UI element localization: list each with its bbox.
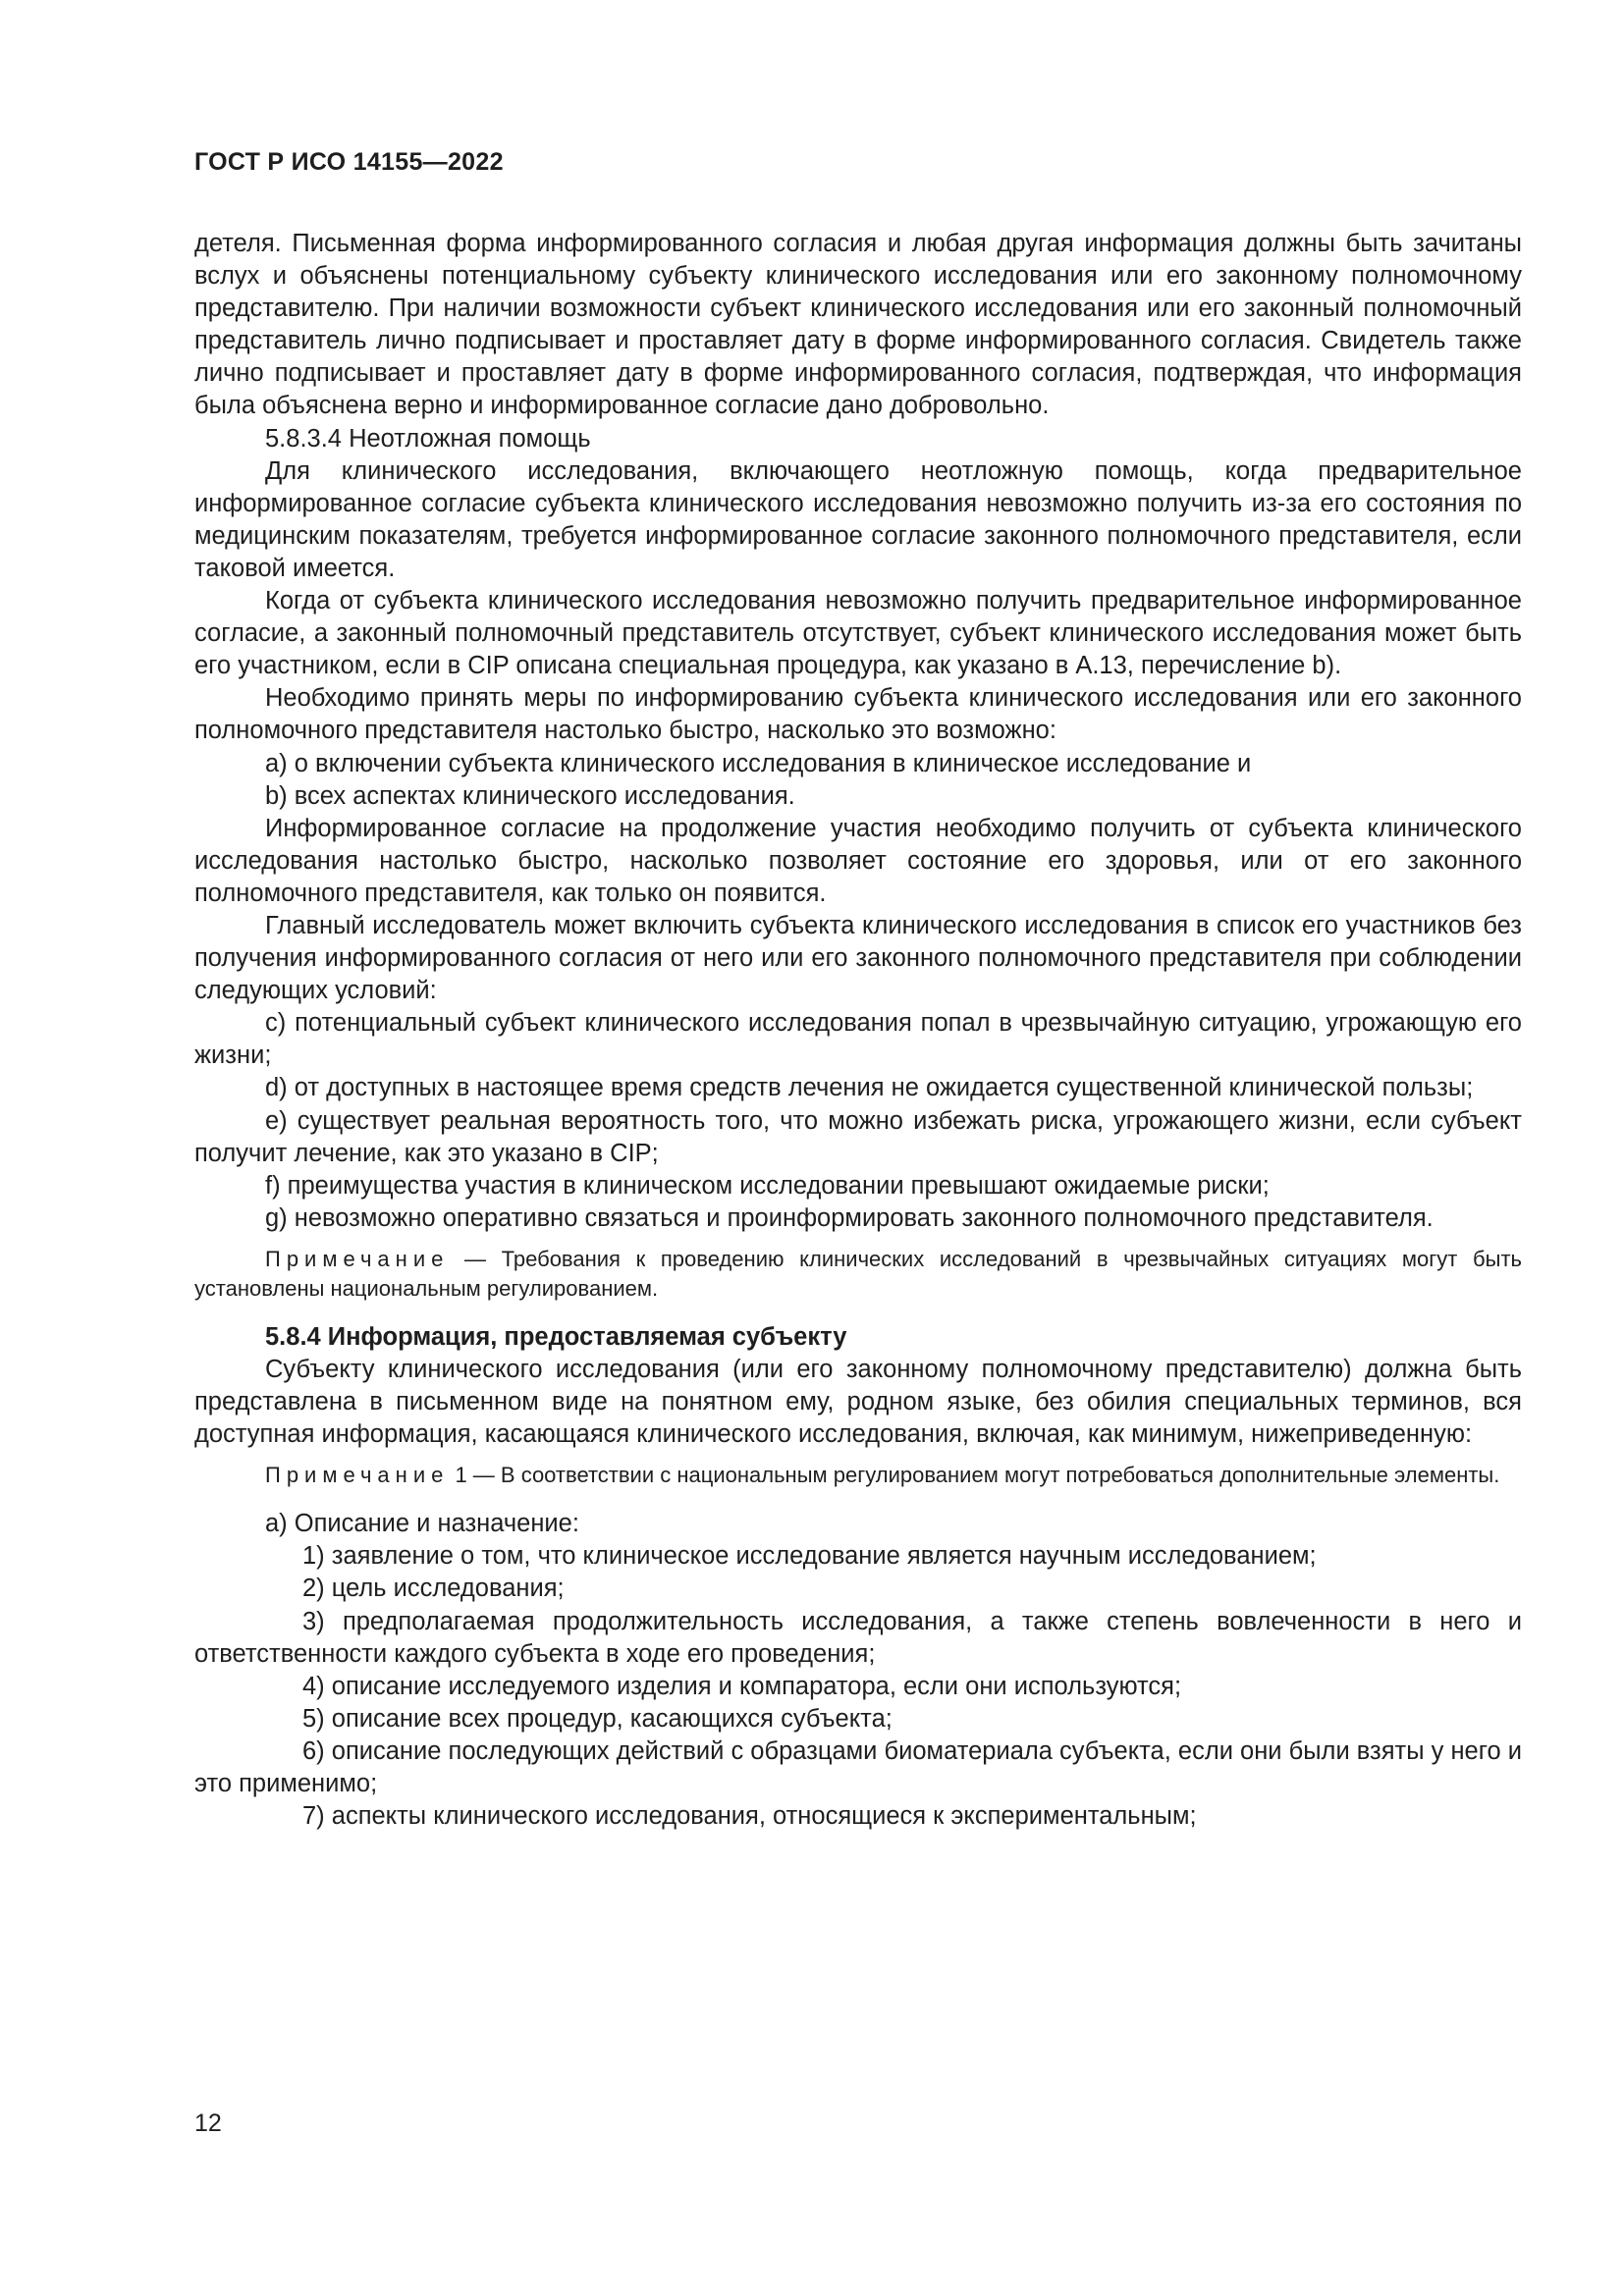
sub-item-6: 6) описание последующих действий с образцами биоматериала субъекта, если они были взяты у него и это применимо; [194,1736,1522,1798]
note-text: — Требования к проведению клинических исследований в чрезвычайных ситуациях могут быть установлены национальным регулированием. [194,1246,1522,1301]
sub-item-4: 4) описание исследуемого изделия и компаратора, если они используются; [302,1672,1182,1700]
sub-item-2: 2) цель исследования; [302,1575,565,1603]
list-item-f: f) преимущества участия в клиническом исследовании превышают ожидаемые риски; [265,1171,1270,1200]
document-body [194,228,1522,1833]
note-emergency [194,1245,1522,1304]
sub-item-7: 7) аспекты клинического исследования, относящиеся к экспериментальным; [302,1802,1197,1831]
paragraph-info-1: Субъекту клинического исследования (или его законному полномочному представителю) должна быть представлена в письменном виде на понятном ему, родном языке, без обилия специальных терминов, вся доступная информация, касающаяся клинического исследования, включая, как минимум, нижеприведенную: [194,1356,1522,1449]
paragraph-emergency-4: Информированное согласие на продолжение участия необходимо получить от субъекта клинического исследования настолько быстро, насколько позволяет состояние его здоровья, или от его законного полномочного представителя, как только он появится. [194,814,1522,907]
list-item-g: g) невозможно оперативно связаться и проинформировать законного полномочного представителя. [265,1203,1434,1232]
list-item-a: a) о включении субъекта клинического исследования в клиническое исследование и [265,749,1252,777]
list-item-d: d) от доступных в настоящее время средств лечения не ожидается существенной клинической пользы; [265,1074,1474,1102]
sub-item-1: 1) заявление о том, что клиническое исследование является научным исследованием; [302,1542,1317,1571]
paragraph-emergency-1: Для клинического исследования, включающего неотложную помощь, когда предварительное информированное согласие субъекта клинического исследования невозможно получить из-за его состояния по медицинским показателям, требуется информированное согласие законного полномочного представителя, если таковой имеется. [194,456,1522,582]
list-item-c: c) потенциальный субъект клинического исследования попал в чрезвычайную ситуацию, угрожающую его жизни; [194,1009,1522,1070]
document-header: ГОСТ Р ИСО 14155—2022 [194,148,504,176]
paragraph-emergency-2: Когда от субъекта клинического исследования невозможно получить предварительное информированное согласие, а законный полномочный представитель отсутствует, субъект клинического исследования может быть его участником, если в CIP описана специальная процедура, как указано в А.13, перечисление b). [194,587,1522,680]
paragraph-emergency-3: Необходимо принять меры по информированию субъекта клинического исследования или его законного полномочного представителя настолько быстро, насколько это возможно: [194,684,1522,745]
list-item-b: b) всех аспектах клинического исследования. [265,781,795,810]
paragraph-emergency-5: Главный исследователь может включить субъекта клинического исследования в список его участников без получения информированного согласия от него или его законного полномочного представителя при соблюдении следующих условий: [194,911,1522,1005]
paragraph-intro: детеля. Письменная форма информированного согласия и любая другая информация должны быть зачитаны вслух и объяснены потенциальному субъекту клинического исследования или его законному полномочному представителю. При наличии возможности субъект клинического исследования или его законный полномочный представитель лично подписывает и проставляет дату в форме информированного согласия. Свидетель также лично подписывает и проставляет дату в форме информированного согласия, подтверждая, что информация была объяснена верно и информированное согласие дано добровольно. [194,230,1522,420]
sub-item-3: 3) предполагаемая продолжительность исследования, а также степень вовлеченности в него и ответственности каждого субъекта в ходе его проведения; [194,1607,1522,1668]
page-number: 12 [194,2109,222,2137]
section-5-8-3-4-title: 5.8.3.4 Неотложная помощь [265,424,591,453]
note-text: 1 — В соответствии с национальным регулированием могут потребоваться дополнительные элементы. [449,1463,1500,1488]
sub-item-5: 5) описание всех процедур, касающихся субъекта; [302,1704,893,1733]
section-5-8-4-title: 5.8.4 Информация, предоставляемая субъекту [265,1322,847,1351]
list-item-a-description: a) Описание и назначение: [265,1510,579,1538]
note-label: Примечание [265,1246,450,1271]
note-info [194,1461,1522,1490]
list-item-e: e) существует реальная вероятность того, что можно избежать риска, угрожающего жизни, если субъект получит лечение, как это указано в CIP; [194,1106,1522,1167]
note-label: Примечание [265,1463,450,1488]
